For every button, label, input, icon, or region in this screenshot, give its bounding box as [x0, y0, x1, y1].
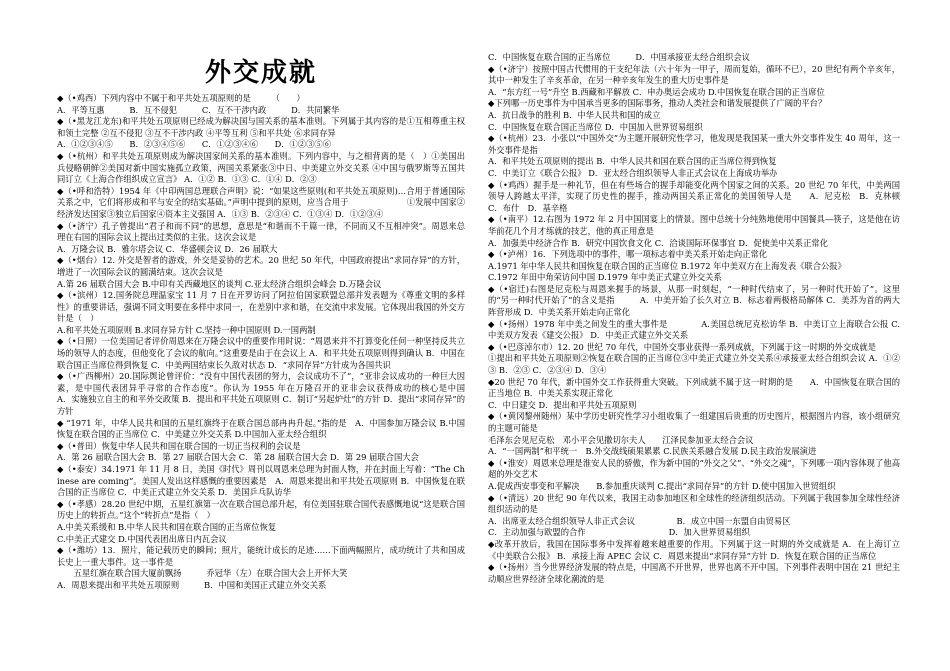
right-text-line: C．主动加强与欧盟的合作 D．加入世界贸易组织	[488, 527, 750, 538]
right-text-line: ◆（•清远）20 世纪 90 年代以来，我国主动参加地区和全球性的经济组织活动。下列属于我国参加全球性经济组织活动的是	[488, 492, 900, 515]
right-text-line: ◆（•泸州）16．下列选项中的事件，哪一项标志着中美关系开始走向正常化	[488, 249, 768, 260]
right-text-line: A.促成西安事变和平解决 B.参加重庆谈判 C.提出“求同存异”的方针 D.使中国加入世贸组织	[488, 480, 836, 491]
right-text-line: ◆20 世纪 70 年代，新中国外交工作获得重大突破。下列成就不属于这一时期的是 A．中国恢复在联合国的正当地位 B．中美关系实现正常化	[488, 376, 900, 399]
left-text-line: ◆（•孝感）28.20 世纪中期，五星红旗第一次在联合国总部升起，有位美国驻联合国代表感慨地说“这是联合国历史上的转折点。”这个“转折点”是指（ ）	[57, 498, 465, 521]
right-text-line: A．加强美中经济合作 B．研究中国饮食文化 C．洽谈国际环保事宜 D．促使美中关系正常化	[488, 237, 828, 248]
left-text-line: ◆（•杭州）和平共处五项原则成为解决国家间关系的基本准则。下列内容中，与之相背离的是（ ）①美国出兵侵略朝鲜②美国对新中国实施孤立政策，两国关系紧张③中日、中美建立外交关系 ④中国与俄罗斯等五国共同订立《上海合作组织成立宣言》 A．①② B．①③ C．①④ D．②③	[57, 150, 465, 185]
left-text-line: ◆ “1971 年，中华人民共和国的五星红旗终于在联合国总部冉冉升起。”指的是 A．中国参加万隆会议 B.中国恢复在联合国的正当席位 C．中美建立外交关系 D.中国加入亚太经合组织	[57, 417, 465, 440]
left-text-line: ◆（•泰安）34.1971 年 11 月 8 日，美国《时代》周刊以周恩来总理为封面人物，并在封面上写着：“The Chinese are coming”。美国人发出这样感慨的重要因素是 A．周恩来提出和平共处五项原则 B．中国恢复在联合国的正当席位 C．中美正式建立外交关系 D．美国乒乓队访华	[57, 464, 465, 498]
right-text-line: ◆（•南平）12.右图为 1972 年 2 月中国国宴上的情景。图中总统十分纯熟地使用中国餐具—筷子，这是他在访华前花几个月才练就的技艺，他的真正用意是	[488, 214, 900, 236]
left-text-line: ◆（•黑龙江龙东)和平共处五项原则已经成为解决国与国关系的基本准则。下列属于其内容的是①互相尊重主权和领土完整 ②互不侵犯 ③互不干涉内政 ④平等互利 ⑤和平共处 ⑥求同存异	[57, 116, 465, 138]
left-text-line: ◆（•济宁）孔子曾提出“君子和而不同”的思想，意思是“和谐而不千篇一律，不同而又不互相冲突”。周恩来总理在右国的国际会议上提出过类似的主张。这次会议是	[57, 220, 465, 243]
right-text-line: A.1971 年中华人民共和国恢复在联合国的正当席位 B.1972 年中美双方在上海发表《联合公报》	[488, 260, 846, 271]
left-text-line: ◆（•日照）一位美国记者评价周恩来在万隆会议中的重要作用时说：“周恩来并不打算变化任何一种坚持反共立场的领导人的态度，但他变化了会议的航向。”这重要是由于在会议上 A．和平共处五项原则得到确认 B．中国在联合国正当席位得到恢复 C．中美两国结束长久敌对状态 D．“求同存异”方针成为各国共识	[57, 336, 465, 370]
right-text-line: ◆（•宿迁)右图是尼克松与周恩来握手的场景，从那一时刻起，“一种时代结束了，另一种时代开始了”。这里的“另一种时代开始了”的含义是指 A．中美开始了长久对立 B．标志着两极格局解体 C．美苏为首的两大阵营形成 D．中美关系开始走向正常化	[488, 283, 900, 318]
left-text-line: ◆（•鸡西）下列内容中不属于和平共处五项原则的是 （ ）	[57, 93, 305, 103]
right-text-line: A．“东方红一号”升空 B.西藏和平解放 C．申办奥运会成功 D.中国恢复在联合国的正当席位	[488, 86, 825, 97]
left-text-line: C.中美正式建交 D.中国代表团出席日内瓦会议	[57, 533, 227, 544]
right-text-line: ◆（•淮安）周恩来总理是淮安人民的骄傲，作为新中国的“外交之父”、“外交之魂”，下列哪一项内容体现了他高超的外交艺术	[488, 457, 900, 480]
left-text-line: ◆（•普田）恢复中华人民共和国在联合国的一切正当权利的会议是	[57, 440, 301, 451]
right-text-line: ◆（•济宁）按照中国古代惯用的干支纪年法（六十年为一甲子，周而复始，循环不已），20 世纪有两个辛亥年，其中一种发生了辛亥革命，在另一种辛亥年发生的重大历史事件是	[488, 63, 900, 86]
right-text-line: A．抗日战争的胜利 B．中华人民共和国的成立	[488, 109, 661, 120]
right-text-line: ◆（•扬州）1978 年中美之间发生的重大事件是 A.美国总统尼克松访华 B．中美订立上海联合公报 C.中美双方发表《建交公报》 D．中美正式建立外交关系	[488, 318, 900, 341]
left-text-line: A．万隆会议 B．雅尔塔会议 C．华盛顿会议 D．26 届联大	[57, 243, 278, 254]
right-text-line: A．“一国两制”和平统一 B.外交战线硕果累累 C.民族关系融合发展 D.民主政治发展演进	[488, 446, 817, 457]
left-text-line: A.第 26 届联合国大会 B.中印有关西藏地区的谈判 C.亚太经济合组织会峰会 D.万隆会议	[57, 278, 382, 289]
right-text-line: ◆（•鸡西）握手是一种礼节，但在有些场合的握手却能变化两个国家之间的关系。20 世纪 70 年代，中美两国领导人跨越太平洋，实现了历史性的握手，推动两国关系正常化的美国领导人是 A．尼克松 B．克林顿 C．布什 D．基辛格	[488, 179, 909, 213]
right-text-line: C．中日建交 D．提出和平共处五项原则	[488, 399, 637, 410]
right-text-line: ◆改革开放后，我国在国际事务中发挥着越来越重要的作用。下列属于这一时期的外交成就是 A．在上海订立《中美联合公报》 B．承接上海 APEC 会议 C．周恩来提出“求同存异”方针 D．恢复在联合国的正当席位	[488, 538, 900, 561]
right-text-line: ①提出和平共处五项原则②恢复在联合国的正当席位③中美正式建立外交关系④承接亚太经合组织会议 A．①②③ B．②③ C．②③④ D．③④	[488, 353, 900, 376]
right-text-line: ◆（•黄冈黎州随州）某中学历史研究性学习小组收集了一组建国后贵重的历史图片，根据图片内容，该小组研究的主题可能是	[488, 411, 900, 433]
left-text-line: A．周恩来提出和平共处五项原则 B．中国和美国正式建立外交关系	[57, 579, 327, 590]
left-column	[57, 58, 482, 592]
left-text-line: A.中美关系缓和 B.中华人民共和国在联合国的正当席位恢复	[57, 521, 277, 532]
left-text-line: A．平等互惠 B．互不侵犯 C．互不干涉内政 D．共同繁华	[57, 104, 340, 115]
right-text-line: A．和平共处五项原则的提出 B．中华人民共和国在联合国的正当席位得到恢复	[488, 156, 777, 167]
left-text-line: ◆（•呼和浩特）1954 年《中印两国总理联合声明》说：“如果这些原则(和平共处五项原则)…合用于普通国际关系之中，它们将形成和平与安全的结实基础。”声明中提到的原则，应当合用于 ①发展中国家②经济发达国家③独立后国家④资本主义强国 A．①③ B．②③④ C．①③④ D．①②③④	[57, 185, 465, 219]
right-text-line: ◆下列哪一历史事件为中国承当更多的国际事务，推动人类社会和谐发展提供了广阔的平台？	[488, 98, 827, 109]
left-text-line: ◆（•广西柳州）20.国际舆论曾评价：“没有中国代表团的努力，会议成功不了”，“亚非会议成功的一种巨大因素，是中国代表团异乎寻常的合作态度”。你认为 1955 年在万隆召开的亚非会议获得成功的核心是中国 A．实施独立自主的和平外交政策 B．提出和平共处五项原则 C．制订“另起炉灶”的方针 D．提出“求同存异”的方针	[57, 371, 482, 417]
right-text-line: C．中国恢复在联合国正当席位 D．中国加入世界贸易组织	[488, 121, 703, 132]
left-text-line: ◆（•潍坊）13．照片，能记载历史的瞬间；照片，能统计成长的足迹……下面两幅照片，成功统计了共和国成长史上一重大事件。这一事件是	[57, 545, 465, 567]
left-text-line: 五星红旗在联合国大厦前飘扬 乔冠华（左）在联合国大会上开怀大笑	[57, 568, 348, 579]
right-text-line: ◆（•扬州）当今世界经济发展的特点是，中国离不开世界，世界也离不开中国。下列事件表明中国在 21 世纪主动顺应世界经济全球化潮流的是	[488, 562, 900, 584]
right-text-line: 毛泽东会见尼克松 邓小平会见撒切尔夫人 江泽民参加亚太经合会议	[488, 434, 754, 445]
left-text-line: ◆（•滨州）12.国务院总理温家宝 11 月 7 日在开罗访问了阿拉伯国家联盟总部并发表题为《尊重文明的多样性》的重要讲话，强调不同文明要在多样中求同一，在差别中求和谐，在交流中求发展。它体现出我国的外交方针是（ ）	[57, 290, 465, 324]
left-text-line: A.和平共处五项原则 B.求同存异方针 C.坚持一种中国原则 D.一国两制	[57, 324, 316, 335]
left-text-line: A．①②③④⑤ B．②③④⑤⑥ C．①②③④⑥ D．①②③⑤⑥	[57, 139, 331, 150]
right-text-line: A．出席亚太经合组织领导人非正式会议 B．成立中国一东盟自由贸易区	[488, 515, 791, 526]
right-text-line: ◆（•杭州）23．小张以“中国外交”为主题开展研究性学习，他发现是我国某一重大外交事件发生 40 周年，这一外交事件是指	[488, 133, 900, 155]
right-text-line: C．中国恢复在联合国的正当席位 D．中国承接亚太经合组织会议	[488, 52, 750, 62]
left-text-line: A．第 26 届联合国大会 B．第 27 届联合国大会 C．第 28 届联合国大会 D．第 29 届联合国大会	[57, 452, 419, 463]
right-text-line: ◆（•巴彦淖尔市）12. 20 世纪 70 年代，中国外交事业获得一系列成就，下列属于这一时期的外交成就是	[488, 341, 877, 352]
page-title: 外交成就	[204, 58, 317, 88]
right-column	[488, 52, 909, 585]
left-text-line: ◆（•烟台）12. 外交是智者的游戏，外交是妥协的艺术。20 世纪 50 年代，中国政府提出“求同存异”的方针，增进了一次国际会议的圆满结束。这次会议是	[57, 255, 465, 277]
right-text-line: C．中美订立《联合公报》 D．亚太经合组织领导人非正式会议在上海成功举办	[488, 167, 778, 178]
right-text-line: C.1972 年田中角荣访问中国 D.1979 年中美正式建立外交关系	[488, 272, 722, 283]
